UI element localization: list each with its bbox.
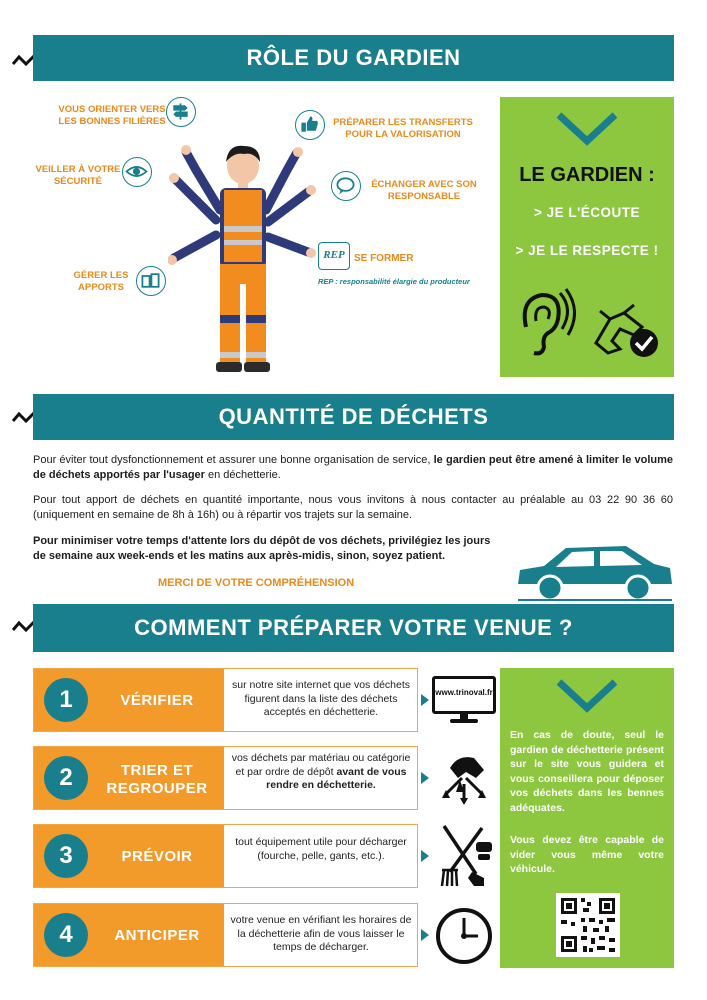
step-4 [33,903,418,967]
step-title-line-2: REGROUPER [106,780,208,797]
qr-code[interactable] [556,893,620,957]
paragraph-limitation: Pour éviter tout dysfonctionnement et assurer une bonne organisation de service, le gardien peut être amené à limiter le volume de déchets apportés par l'usager en déchetterie. [33,454,674,481]
role-label-securite: VEILLER À VOTRE SÉCURITÉ [35,164,121,187]
step-1 [33,668,418,732]
gardien-line-ecoute: > JE L'ÉCOUTE [533,205,641,220]
step-2 [33,746,418,810]
step-title: VÉRIFIER [120,692,194,709]
step-3 [33,824,418,888]
section-title-role: RÔLE DU GARDIEN [33,35,674,81]
role-label-transferts: PRÉPARER LES TRANSFERTS POUR LA VALORISATION [333,117,473,140]
step-number: 4 [44,913,88,957]
step-title: ANTICIPER [114,927,200,944]
guardian-illustration [168,140,318,380]
arrow-right-icon [421,694,429,706]
computer-monitor-icon [432,676,496,724]
role-label-echanger: ÉCHANGER AVEC SON RESPONSABLE [371,179,477,202]
clock-icon [434,906,494,966]
step-number: 3 [44,834,88,878]
gardien-line-respecte: > JE LE RESPECTE ! [515,243,659,258]
section-title-preparer: COMMENT PRÉPARER VOTRE VENUE ? [33,604,674,652]
role-label-orienter: VOUS ORIENTER VERS LES BONNES FILIÈRES [58,104,166,127]
ear-icon [516,287,576,359]
arrow-right-icon [421,772,429,784]
conseil-text: En cas de doute, seul le gardien de déchetterie présent sur le site vous guidera et vous conseillera pour déposer vos déchets dans les bennes adéquates. [510,729,664,814]
chevron-down-icon [555,678,619,714]
step-text: votre venue en vérifiant les horaires de la déchetterie afin de vous laisser le temps de décharger. [230,914,412,953]
arrow-right-icon [421,850,429,862]
chevron-down-icon [555,111,619,147]
merci-text: MERCI DE VOTRE COMPRÉHENSION [158,577,355,589]
rep-certificate-icon: REP [318,242,350,270]
step-number: 1 [44,678,88,722]
section-title-quantite: QUANTITÉ DE DÉCHETS [33,394,674,440]
bins-icon [136,266,166,296]
chat-bubble-icon [331,171,361,201]
rep-note: REP : responsabilité élargie du producteur [318,277,470,286]
capacite-text: Vous devez être capable de vider vous même votre véhicule. [510,834,664,875]
step-title: PRÉVOIR [121,848,193,865]
paragraph-contact: Pour tout apport de déchets en quantité importante, nous vous invitons à nous contacter au préalable au 03 22 90 36 60 (uniquement en semaine de 8h à 16h) ou à répartir vos trajets sur la semaine. [33,494,673,521]
handshake-check-icon [590,303,662,361]
step-text: sur notre site internet que vos déchets figurent dans la liste des déchets acceptés en déchetterie. [231,679,411,718]
tools-icon [432,820,496,890]
gardien-title: LE GARDIEN : [519,164,655,186]
step-text: tout équipement utile pour décharger (fourche, pelle, gants, etc.). [235,836,407,862]
website-url: www.trinoval.fr [435,688,493,697]
role-label-apports: GÉRER LES APPORTS [73,270,129,293]
directions-sign-icon [166,97,196,127]
sorting-hand-icon [436,748,494,806]
step-title-line-1: TRIER ET [120,762,194,779]
thumbs-up-icon [295,110,325,140]
step-number: 2 [44,756,88,800]
gardien-panel [500,97,674,377]
car-icon [514,540,674,604]
paragraph-attente: Pour minimiser votre temps d'attente lors du dépôt de vos déchets, privilégiez les jours de semaine aux week-ends et les matins aux après-midis, sinon, soyez patient. [33,535,491,562]
role-label-former: SE FORMER [354,253,414,264]
step-text: vos déchets par matériau ou catégorie et par ordre de dépôt avant de vous rendre en déchetterie. [231,752,411,791]
eye-icon [122,157,152,187]
arrow-right-icon [421,929,429,941]
